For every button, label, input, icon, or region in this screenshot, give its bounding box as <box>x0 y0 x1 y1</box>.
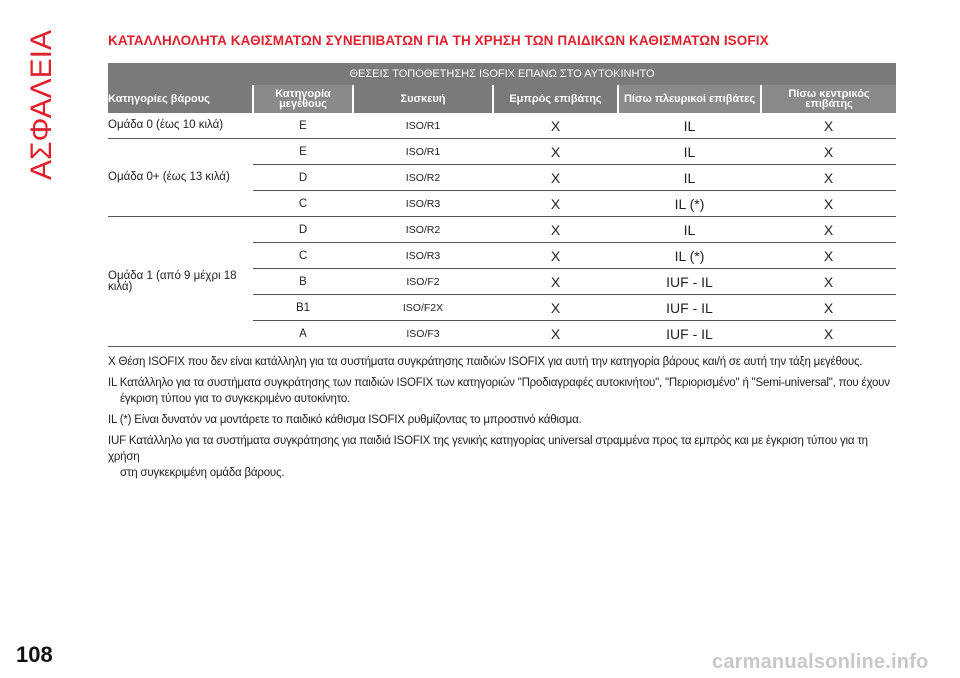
device-cell: ISO/R1 <box>353 139 493 165</box>
rear-side-cell: IL <box>618 139 761 165</box>
front-passenger-cell: X <box>493 243 618 269</box>
weight-group-cell: Ομάδα 1 (από 9 μέχρι 18 κιλά) <box>108 217 253 347</box>
weight-group-cell: Ομάδα 0+ (έως 13 κιλά) <box>108 139 253 217</box>
table-row <box>108 217 896 243</box>
section-side-title <box>12 30 72 180</box>
page-title: ΚΑΤΑΛΛΗΛΟΛΗΤΑ ΚΑΘΙΣΜΑΤΩΝ ΣΥΝΕΠΙΒΑΤΩΝ ΓΙΑ ΤΗ ΧΡΗΣΗ ΤΩΝ ΠΑΙΔΙΚΩΝ ΚΑΘΙΣΜΑΤΩΝ ISOFIX <box>108 33 769 48</box>
col-header-weight: Κατηγορίες βάρους <box>108 85 253 113</box>
rear-side-cell: IUF - IL <box>618 321 761 347</box>
rear-center-cell: X <box>761 217 896 243</box>
rear-center-cell: X <box>761 191 896 217</box>
device-cell: ISO/R2 <box>353 217 493 243</box>
device-cell: ISO/R2 <box>353 165 493 191</box>
front-passenger-cell: X <box>493 191 618 217</box>
legend-note <box>108 433 898 481</box>
device-cell: ISO/R3 <box>353 191 493 217</box>
rear-side-cell: IL <box>618 113 761 139</box>
device-cell: ISO/F2X <box>353 295 493 321</box>
legend-note-text: X Θέση ISOFIX που δεν είναι κατάλληλη για τα συστήματα συγκράτησης παιδιών ISOFIX για αυτή την κατηγορία βάρους και/ή σε αυτή την τάξη μεγέθους. <box>108 356 863 368</box>
rear-center-cell: X <box>761 113 896 139</box>
rear-side-cell: IL (*) <box>618 191 761 217</box>
isofix-table <box>108 63 896 347</box>
legend-note-continuation: στη συγκεκριμένη ομάδα βάρους. <box>120 467 285 479</box>
size-class-cell: D <box>253 165 353 191</box>
section-side-title-text: ΑΣΦΑΛΕΙΑ <box>25 29 58 181</box>
legend-note <box>108 354 898 370</box>
page-number: 108 <box>16 642 53 667</box>
size-class-cell: B1 <box>253 295 353 321</box>
table-row <box>108 139 896 165</box>
front-passenger-cell: X <box>493 139 618 165</box>
size-class-cell: E <box>253 139 353 165</box>
front-passenger-cell: X <box>493 295 618 321</box>
legend-notes <box>108 354 898 486</box>
legend-note-text: IL Κατάλληλο για τα συστήματα συγκράτησης των παιδιών ISOFIX των κατηγοριών "Προδιαγραφές αυτοκινήτου", "Περιορισμένο'' ή "Semi-universal", που έχουν <box>108 377 890 389</box>
legend-note-text: IUF Κατάλληλο για τα συστήματα συγκράτησης για παιδιά ISOFIX της γενικής κατηγορίας universal στραμμένα προς τα εμπρός και με έγκριση τύπου για τη χρήση <box>108 435 868 463</box>
device-cell: ISO/R3 <box>353 243 493 269</box>
col-header-device: Συσκευή <box>353 85 493 113</box>
table-row <box>108 113 896 139</box>
size-class-cell: B <box>253 269 353 295</box>
table-column-headers <box>108 85 896 113</box>
legend-note <box>108 375 898 407</box>
col-header-size-class: Κατηγορία μεγέθους <box>253 85 353 113</box>
col-header-rear-side: Πίσω πλευρικοί επιβάτες <box>618 85 761 113</box>
front-passenger-cell: X <box>493 269 618 295</box>
rear-center-cell: X <box>761 139 896 165</box>
rear-center-cell: X <box>761 321 896 347</box>
rear-center-cell: X <box>761 295 896 321</box>
watermark-logo: carmanualsonline.info <box>712 651 929 673</box>
rear-side-cell: IL (*) <box>618 243 761 269</box>
weight-group-cell: Ομάδα 0 (έως 10 κιλά) <box>108 113 253 139</box>
size-class-cell: C <box>253 243 353 269</box>
rear-center-cell: X <box>761 165 896 191</box>
front-passenger-cell: X <box>493 217 618 243</box>
col-header-rear-center: Πίσω κεντρικός επιβάτης <box>761 85 896 113</box>
col-header-front-passenger: Εμπρός επιβάτης <box>493 85 618 113</box>
rear-side-cell: IUF - IL <box>618 295 761 321</box>
front-passenger-cell: X <box>493 113 618 139</box>
device-cell: ISO/F3 <box>353 321 493 347</box>
front-passenger-cell: X <box>493 165 618 191</box>
table-body <box>108 113 896 347</box>
size-class-cell: D <box>253 217 353 243</box>
rear-side-cell: IL <box>618 165 761 191</box>
rear-center-cell: X <box>761 269 896 295</box>
legend-note <box>108 412 898 428</box>
front-passenger-cell: X <box>493 321 618 347</box>
rear-center-cell: X <box>761 243 896 269</box>
table-top-header: ΘΕΣΕΙΣ ΤΟΠΟΘΕΤΗΣΗΣ ISOFIX ΕΠΑΝΩ ΣΤΟ ΑΥΤΟΚΙΝΗΤΟ <box>108 63 896 85</box>
size-class-cell: E <box>253 113 353 139</box>
device-cell: ISO/F2 <box>353 269 493 295</box>
size-class-cell: A <box>253 321 353 347</box>
device-cell: ISO/R1 <box>353 113 493 139</box>
legend-note-text: IL (*) Είναι δυνατόν να μοντάρετε το παιδικό κάθισμα ISOFIX ρυθμίζοντας το μπροστινό κάθισμα. <box>108 414 582 426</box>
rear-side-cell: IUF - IL <box>618 269 761 295</box>
legend-note-continuation: έγκριση τύπου για το συγκεκριμένο αυτοκίνητο. <box>120 393 351 405</box>
rear-side-cell: IL <box>618 217 761 243</box>
size-class-cell: C <box>253 191 353 217</box>
